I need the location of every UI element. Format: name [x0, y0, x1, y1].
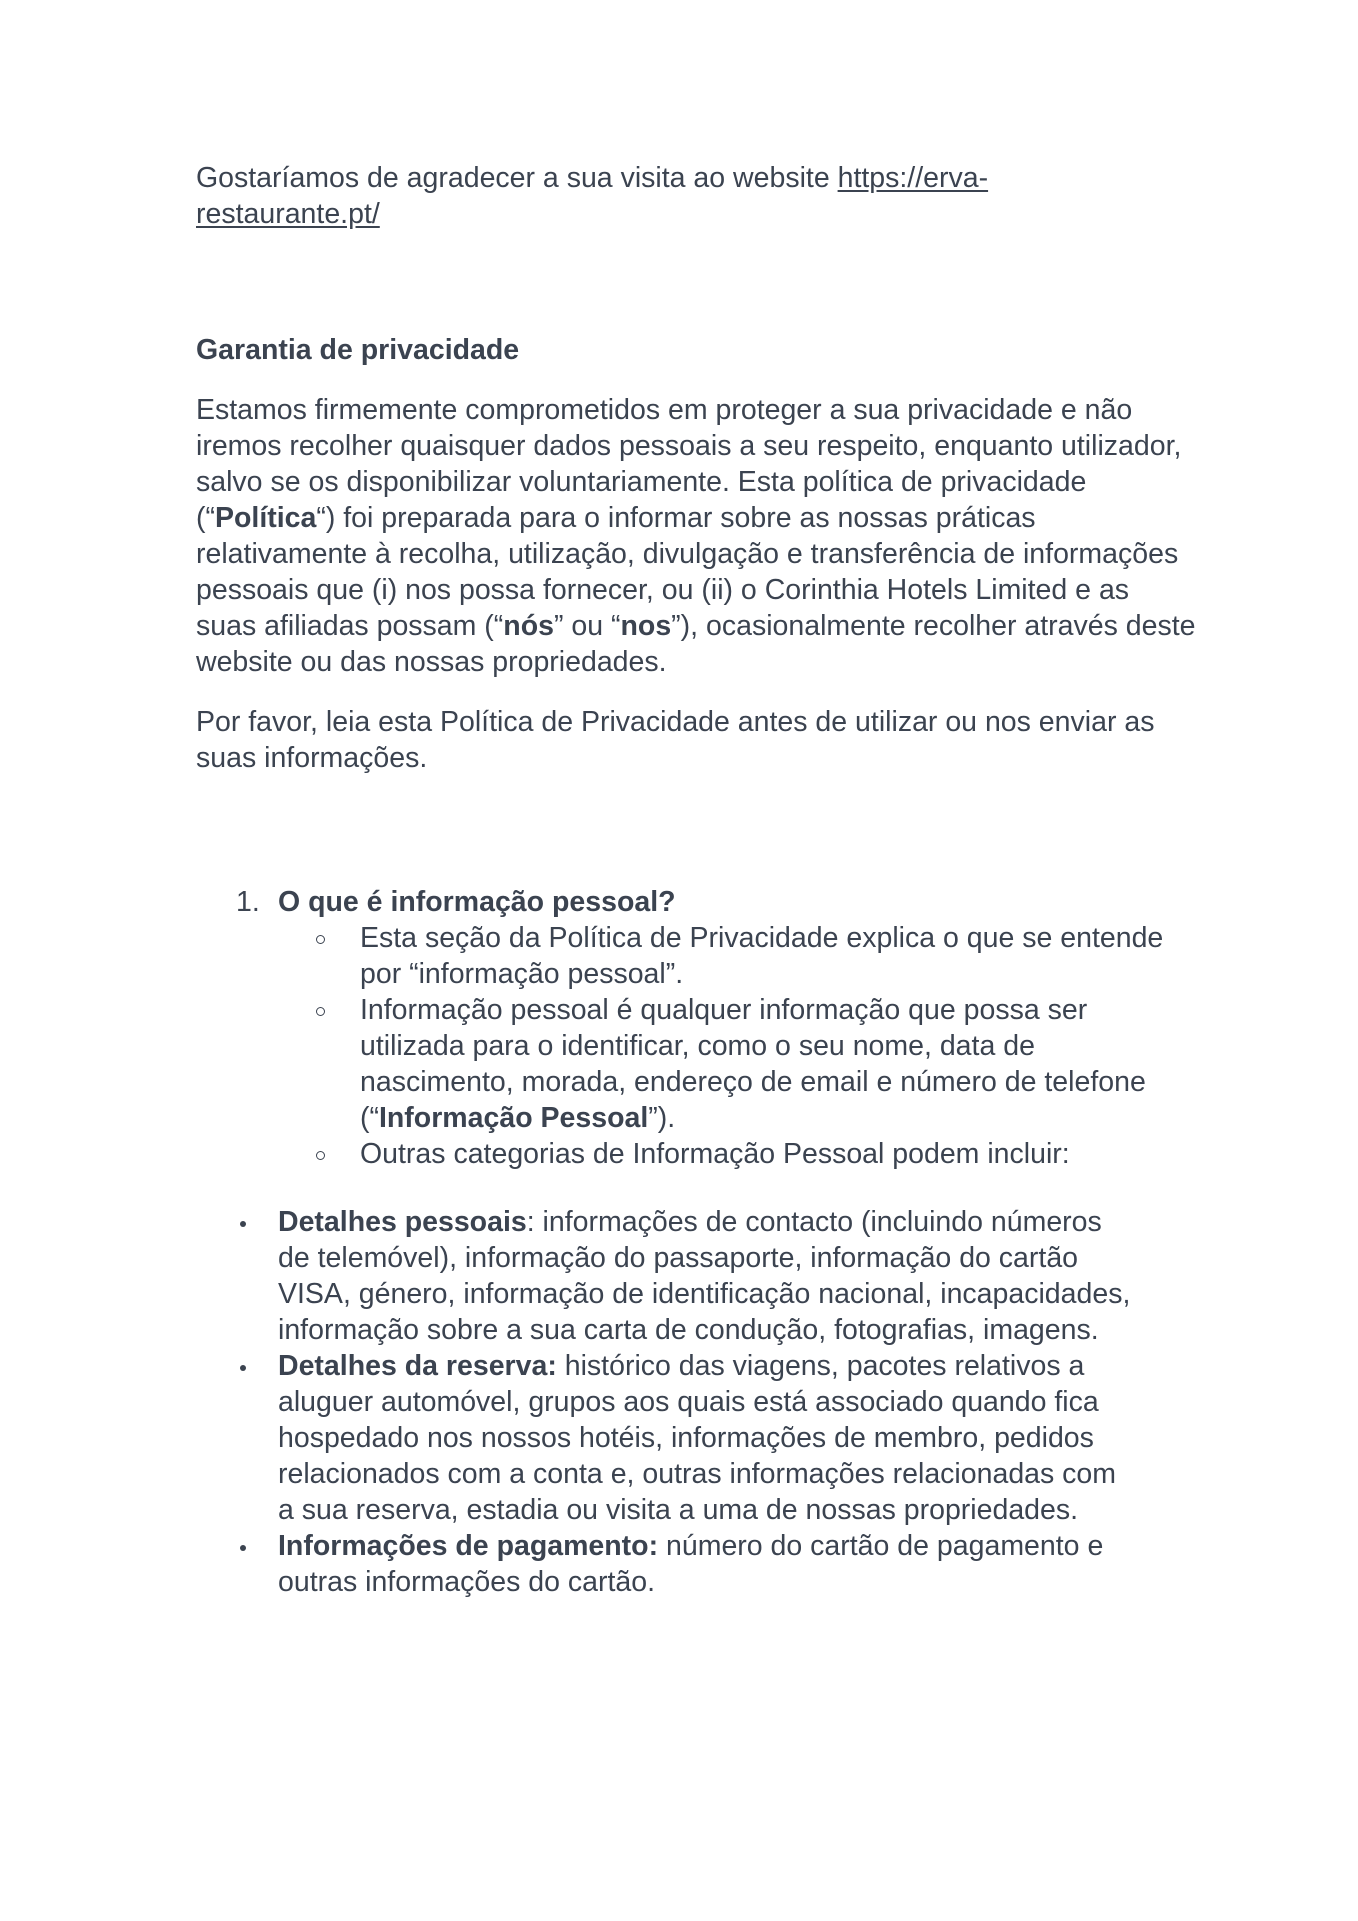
- bullet-icon: [240, 1365, 246, 1371]
- document-page: [196, 160, 1196, 1600]
- sub-list: [278, 920, 1196, 1172]
- list-item-1: [196, 884, 1196, 1172]
- bullet-item: Detalhes pessoais: informações de contacto (incluindo números de telemóvel), informação do passaporte, informação do cartão VISA, género, informação de identificação nacional, incapacidades, informação sobre a sua carta de condução, fotografias, imagens.: [196, 1204, 1138, 1348]
- bold-nos-2: nos: [620, 610, 672, 642]
- bullet-item: Detalhes da reserva: histórico das viagens, pacotes relativos a aluguer automóvel, grupos aos quais está associado quando fica hospedado nos nossos hotéis, informações de membro, pedidos relacionados com a conta e, outras informações relacionadas com a sua reserva, estadia ou visita a uma de nossas propriedades.: [196, 1348, 1138, 1528]
- intro-paragraph: [196, 160, 1196, 232]
- numbered-list: [196, 884, 1196, 1172]
- bullet-icon: [240, 1221, 246, 1227]
- bold-politica: Política: [214, 502, 317, 534]
- bullet-icon: [240, 1545, 246, 1551]
- privacy-paragraph-2: Por favor, leia esta Política de Privacidade antes de utilizar ou nos enviar as suas informações.: [196, 706, 1155, 774]
- website-link[interactable]: https://erva- restaurante.pt/: [196, 162, 989, 230]
- circle-bullet-icon: [316, 1007, 325, 1016]
- sub-list-item: Informação pessoal é qualquer informação que possa ser utilizada para o identificar, como o seu nome, data de nascimento, morada, endereço de email e número de telefone (“Informação Pessoal”).: [278, 992, 1196, 1136]
- list-item-title: O que é informação pessoal?: [278, 886, 676, 918]
- section-heading: Garantia de privacidade: [196, 334, 520, 366]
- bullet-list: [196, 1204, 1196, 1600]
- privacy-paragraph-1: Estamos firmemente comprometidos em proteger a sua privacidade e não iremos recolher quaisquer dados pessoais a seu respeito, enquanto utilizador, salvo se os disponibilizar voluntariamente. Esta política de privacidade (“Política“) foi preparada para o informar sobre as nossas práticas relativamente à recolha, utilização, divulgação e transferência de informações pessoais que (i) nos possa fornecer, ou (ii) o Corinthia Hotels Limited e as suas afiliadas possam (“nós” ou “nos”), ocasionalmente recolher através deste website ou das nossas propriedades.: [196, 394, 1196, 678]
- circle-bullet-icon: [316, 935, 325, 944]
- sub-list-item: Outras categorias de Informação Pessoal podem incluir:: [278, 1136, 1196, 1172]
- circle-bullet-icon: [316, 1151, 325, 1160]
- intro-text: Gostaríamos de agradecer a sua visita ao website: [196, 162, 838, 194]
- bullet-item: Informações de pagamento: número do cartão de pagamento e outras informações do cartão.: [196, 1528, 1138, 1600]
- bold-nos-1: nós: [503, 610, 554, 642]
- sub-list-item: Esta seção da Política de Privacidade explica o que se entende por “informação pessoal”.: [278, 920, 1196, 992]
- list-number: 1.: [236, 886, 260, 918]
